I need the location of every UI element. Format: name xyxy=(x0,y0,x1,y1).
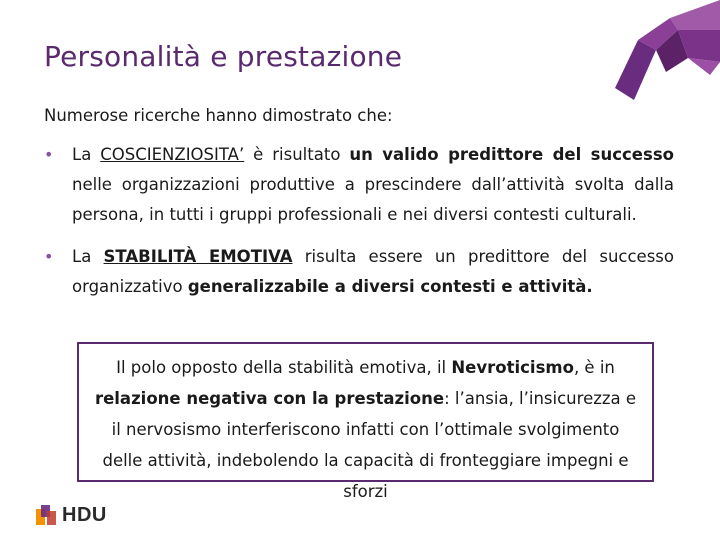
callout-box: Il polo opposto della stabilità emotiva, il Nevroticismo, è in relazione negativa con la prestazione: l’ansia, l’insicurezza e il nervosismo interferiscono infatti con l’ottimale svolgimento delle attività, indebolendo la capacità di fronteggiare impegni e sforzi xyxy=(77,342,654,482)
hdu-mark-icon xyxy=(36,505,58,525)
emphasis-generalizzabile: generalizzabile a diversi contesti e attività. xyxy=(187,277,593,296)
term-coscienziosita: COSCIENZIOSITA’ xyxy=(100,145,245,164)
bullet-list xyxy=(44,140,674,302)
emphasis-relazione-negativa: relazione negativa con la prestazione xyxy=(94,389,445,408)
term-nevroticismo: Nevroticismo xyxy=(451,358,574,377)
origami-ribbon-logo xyxy=(560,0,720,110)
bullet-dot-icon: • xyxy=(44,247,54,266)
bullet-item-stabilita: • La STABILITÀ EMOTIVA risulta essere un predittore del successo organizzativo generalizzabile a diversi contesti e attività. xyxy=(44,242,674,302)
term-stabilita-emotiva: STABILITÀ EMOTIVA xyxy=(103,247,293,266)
slide-title: Personalità e prestazione xyxy=(44,40,403,73)
emphasis-predittore: un valido predittore del successo xyxy=(349,145,674,164)
hdu-logo-text: HDU xyxy=(62,503,107,526)
bullet-dot-icon: • xyxy=(44,145,54,164)
bullet-item-coscienziosita: • La COSCIENZIOSITA’ è risultato un valido predittore del successo nelle organizzazioni produttive a prescindere dall’attività svolta dalla persona, in tutti i gruppi professionali e nei diversi contesti culturali. xyxy=(44,140,674,230)
hdu-logo xyxy=(36,504,107,526)
intro-text: Numerose ricerche hanno dimostrato che: xyxy=(44,106,393,125)
